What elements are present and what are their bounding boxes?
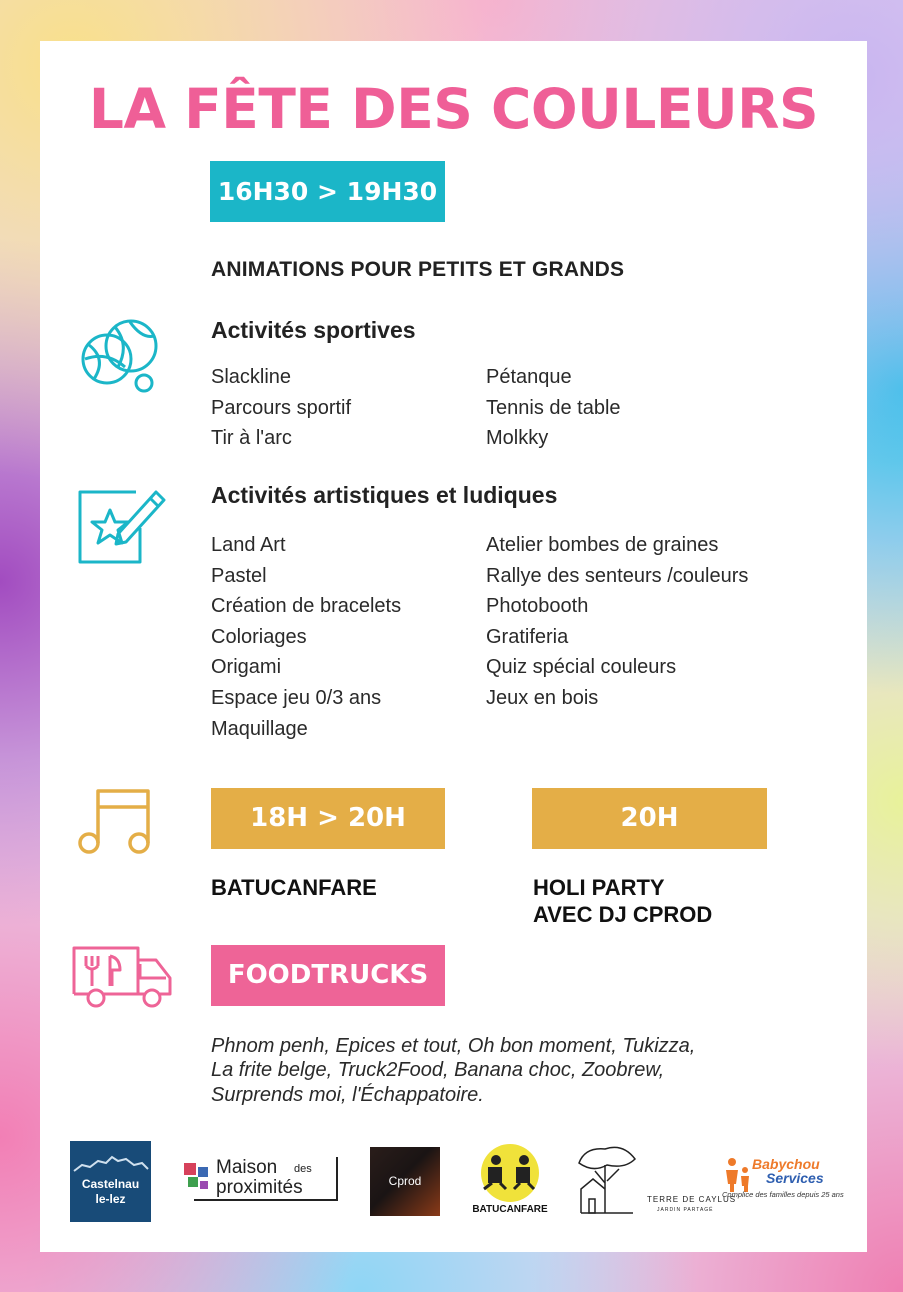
list-item: Coloriages	[211, 625, 307, 648]
petanque-balls-icon	[80, 319, 164, 395]
foodtrucks-line: La frite belge, Truck2Food, Banana choc, Zoobrew,	[211, 1059, 665, 1082]
music-slot2-act-line2: AVEC DJ CPROD	[533, 902, 713, 927]
maison-frame-line	[336, 1157, 338, 1199]
maison-proximites: proximités	[216, 1177, 303, 1198]
babychou-logo	[722, 1156, 842, 1206]
list-item: Molkky	[486, 427, 549, 450]
family-icon	[722, 1156, 752, 1194]
list-item: Espace jeu 0/3 ans	[211, 686, 382, 709]
babychou-name: Babychou	[752, 1156, 820, 1172]
maison-word: Maison	[216, 1157, 278, 1178]
batucanfare-name: BATUCANFARE	[472, 1204, 548, 1215]
music-slot2-time: 20H	[532, 788, 767, 849]
batucanfare-logo	[470, 1143, 550, 1219]
list-item: Création de bracelets	[211, 595, 402, 618]
maison-des: des	[294, 1163, 312, 1175]
castelnau-name-2: le-lez	[95, 1192, 126, 1206]
sport-list-right	[486, 362, 621, 454]
foodtrucks-line: Surprends moi, l'Échappatoire.	[211, 1083, 484, 1106]
list-item: Photobooth	[486, 595, 589, 618]
list-item: Slackline	[211, 366, 292, 388]
tree-house-icon	[575, 1143, 639, 1215]
list-item: Pétanque	[486, 366, 572, 388]
page-title: LA FÊTE DES COULEURS	[88, 77, 819, 141]
sport-title: Activités sportives	[211, 317, 416, 343]
castelnau-logo	[70, 1141, 151, 1222]
sport-list-left	[211, 362, 351, 454]
music-note-icon	[78, 787, 154, 857]
list-item: Pastel	[211, 564, 267, 587]
list-item: Land Art	[211, 534, 286, 556]
list-item: Tennis de table	[486, 396, 621, 419]
list-item: Jeux en bois	[486, 686, 599, 709]
list-item: Quiz spécial couleurs	[486, 656, 677, 679]
list-item: Maquillage	[211, 717, 308, 740]
music-slot2-act-line1: HOLI PARTY	[533, 875, 665, 900]
foodtrucks-list	[211, 1034, 771, 1107]
list-item: Parcours sportif	[211, 396, 352, 419]
babychou-services: Services	[766, 1170, 824, 1186]
cprod-logo	[370, 1147, 440, 1216]
foodtrucks-badge: FOODTRUCKS	[211, 945, 445, 1006]
terre-name: TERRE DE CAYLUS	[647, 1195, 737, 1204]
foodtrucks-line: Phnom penh, Epices et tout, Oh bon moment, Tukizza,	[211, 1035, 696, 1057]
drummers-icon	[470, 1143, 550, 1203]
list-item: Tir à l'arc	[211, 427, 292, 450]
art-list-left	[211, 530, 401, 744]
castelnau-name: Castelnau	[81, 1177, 140, 1191]
list-item: Gratiferia	[486, 625, 569, 648]
maison-des-proximites-logo	[180, 1153, 340, 1209]
drawing-pencil-star-icon	[78, 484, 168, 566]
maison-frame-line	[194, 1199, 338, 1201]
cprod-name: Cprod	[388, 1174, 422, 1188]
food-truck-icon	[72, 944, 172, 1010]
city-skyline-icon	[70, 1147, 151, 1175]
list-item: Atelier bombes de graines	[486, 534, 719, 556]
terre-subtitle: JARDIN PARTAGÉ	[657, 1207, 714, 1213]
list-item: Origami	[211, 656, 282, 679]
terre-de-caylus-logo	[575, 1143, 737, 1219]
music-slot1-act: BATUCANFARE	[211, 875, 377, 900]
puzzle-icon	[180, 1159, 216, 1195]
babychou-tagline: Complice des familles depuis 25 ans	[722, 1190, 844, 1199]
main-time-badge: 16H30 > 19H30	[210, 161, 445, 222]
art-list-right	[486, 530, 748, 714]
art-title: Activités artistiques et ludiques	[211, 482, 558, 508]
music-slot1-time: 18H > 20H	[211, 788, 445, 849]
list-item: Rallye des senteurs /couleurs	[486, 564, 749, 587]
animations-heading: ANIMATIONS POUR PETITS ET GRANDS	[211, 258, 625, 281]
flyer-card	[40, 41, 867, 1252]
